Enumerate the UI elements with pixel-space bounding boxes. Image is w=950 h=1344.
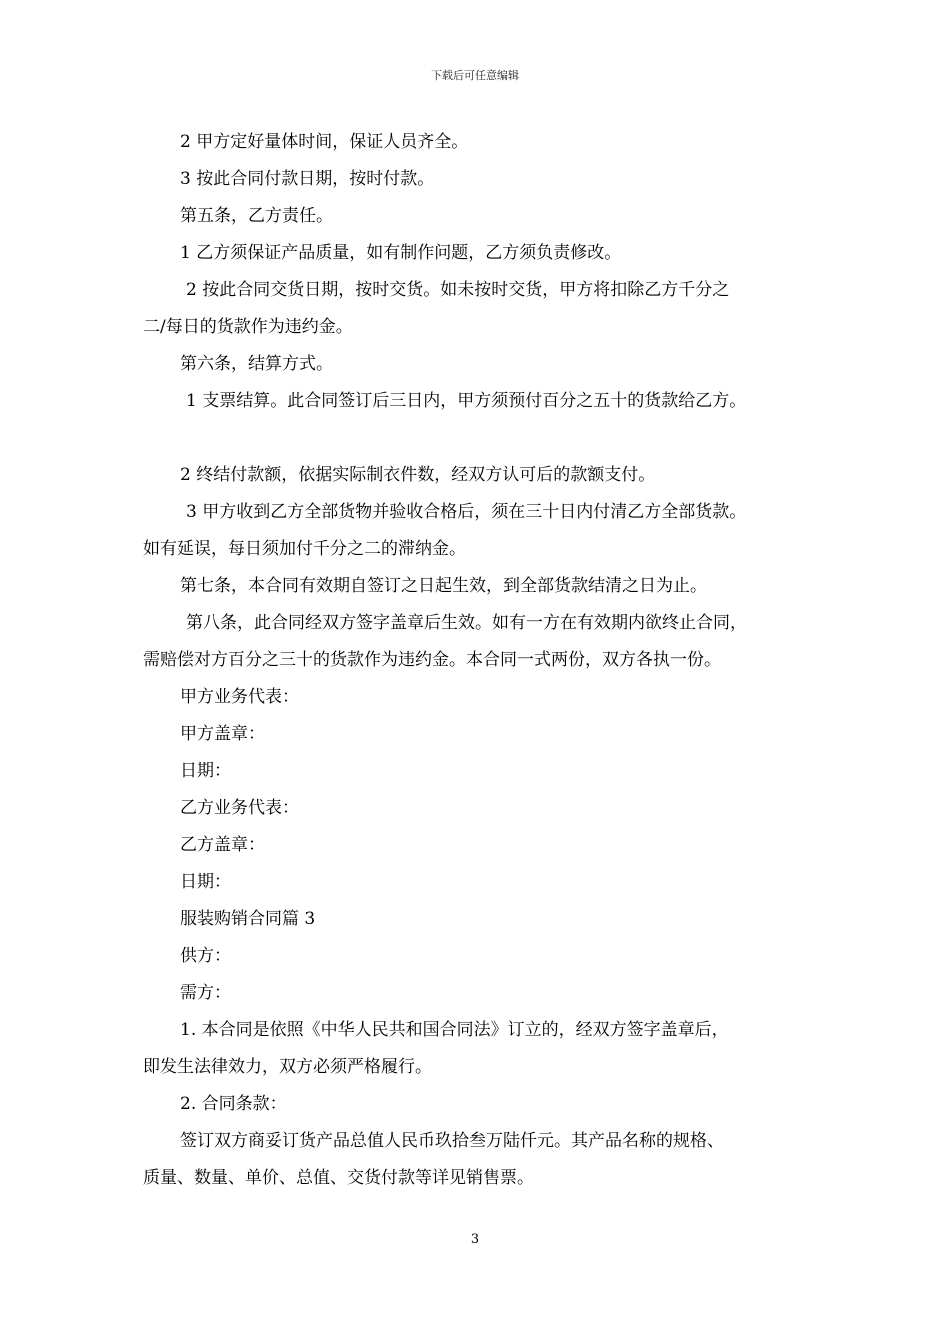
section-heading: 第八条，此合同经双方签字盖章后生效。如有一方在有效期内欲终止合同， (186, 613, 747, 633)
signature-field: 日期： (180, 872, 231, 892)
paragraph-line: 2 甲方定好量体时间，保证人员齐全。 (180, 132, 469, 152)
paragraph-line: 1 支票结算。此合同签订后三日内，甲方须预付百分之五十的货款给乙方。 (186, 391, 747, 411)
document-body (143, 124, 823, 1197)
section-heading: 2. 合同条款： (180, 1094, 287, 1114)
paragraph-line: 3 按此合同付款日期，按时付款。 (180, 169, 435, 189)
paragraph-line: 即发生法律效力，双方必须严格履行。 (143, 1057, 432, 1077)
paragraph-line: 1. 本合同是依照《中华人民共和国合同法》订立的，经双方签字盖章后， (180, 1020, 729, 1040)
paragraph-line: 二/每日的货款作为违约金。 (143, 317, 353, 337)
paragraph-line: 1 乙方须保证产品质量，如有制作问题，乙方须负责修改。 (180, 243, 622, 263)
signature-field: 甲方盖章： (180, 724, 265, 744)
paragraph-line: 2 按此合同交货日期，按时交货。如未按时交货，甲方将扣除乙方千分之 (186, 280, 730, 300)
paragraph-line: 需赔偿对方百分之三十的货款作为违约金。本合同一式两份，双方各执一份。 (143, 650, 721, 670)
party-field: 需方： (180, 983, 231, 1003)
section-heading: 第七条，本合同有效期自签订之日起生效，到全部货款结清之日为止。 (180, 576, 707, 596)
paragraph-line: 质量、数量、单价、总值、交货付款等详见销售票。 (143, 1168, 534, 1188)
paragraph-line: 签订双方商妥订货产品总值人民币玖拾叁万陆仟元。其产品名称的规格、 (180, 1131, 724, 1151)
page-header: 下载后可任意编辑 (431, 69, 519, 82)
blank-line (143, 420, 823, 457)
signature-field: 甲方业务代表： (180, 687, 299, 707)
section-heading: 第五条，乙方责任。 (180, 206, 333, 226)
document-subtitle: 服装购销合同篇 3 (180, 909, 316, 929)
paragraph-line: 2 终结付款额，依据实际制衣件数，经双方认可后的款额支付。 (180, 465, 656, 485)
party-field: 供方： (180, 946, 231, 966)
signature-field: 日期： (180, 761, 231, 781)
section-heading: 第六条，结算方式。 (180, 354, 333, 374)
signature-field: 乙方盖章： (180, 835, 265, 855)
paragraph-line: 3 甲方收到乙方全部货物并验收合格后，须在三十日内付清乙方全部货款。 (186, 502, 747, 522)
paragraph-line: 如有延误，每日须加付千分之二的滞纳金。 (143, 539, 466, 559)
page-number: 3 (470, 1232, 480, 1247)
signature-field: 乙方业务代表： (180, 798, 299, 818)
